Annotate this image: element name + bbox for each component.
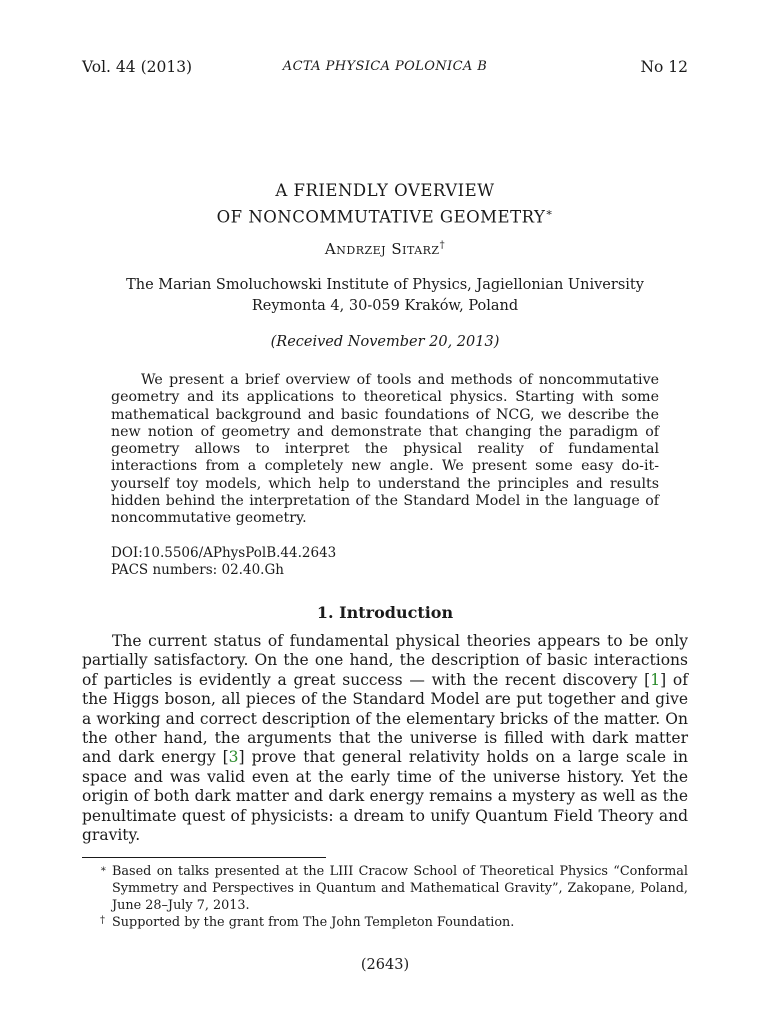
intro-text-part-1: The current status of fundamental physical theories appears to be only partially satisfactory. On the one hand, the description of basic interactions of particles is evidently a great success — with the recent discovery [ [82,632,688,689]
volume-label: Vol. 44 (2013) [82,58,193,76]
pacs-numbers: PACS numbers: 02.40.Gh [111,562,284,578]
abstract [111,372,659,528]
footnote-grant [82,914,688,931]
title-footnote-mark: ∗ [545,206,554,219]
paper-title [82,180,688,229]
footnote-text-2: Supported by the grant from The John Templeton Foundation. [112,915,515,930]
page-number: (2643) [360,957,410,973]
introduction-body [82,632,688,845]
doi: DOI:10.5506/APhysPolB.44.2643 [111,545,337,561]
footnote-text-1: Based on talks presented at the LIII Cracow School of Theoretical Physics “Conformal Symmetry and Perspectives in Quantum and Mathematical Gravity”, Zakopane, Poland, June 28–July 7, 2013. [112,864,688,913]
affiliation-line-2: Reymonta 4, 30-059 Kraków, Poland [251,298,519,314]
title-line-1: A FRIENDLY OVERVIEW [275,181,495,200]
issue-label: No 12 [640,58,688,76]
citation-link-3[interactable]: 3 [228,748,239,767]
author [82,240,688,258]
affiliation [82,275,688,317]
footnote-rule [82,857,326,858]
footnote-conference [82,863,688,914]
journal-name: ACTA PHYSICA POLONICA B [282,59,488,74]
section-heading: 1. Introduction [316,603,454,622]
title-line-2-text: OF NONCOMMUTATIVE GEOMETRY [216,207,546,227]
affiliation-line-1: The Marian Smoluchowski Institute of Physics, Jagiellonian University [126,277,644,293]
author-footnote-mark: † [439,240,446,251]
title-line-2 [82,202,688,229]
running-header [82,58,688,80]
introduction-paragraph [82,632,688,845]
author-name: Andrzej Sitarz [324,240,440,258]
received-date: (Received November 20, 2013) [270,334,500,350]
intro-text-part-3: ] prove that general relativity holds on a large scale in space and was valid even at the early time of the universe history. Yet the origin of both dark matter and dark energy remains a mystery as well as the penultimate quest of physicists: a dream to unify Quantum Field Theory and gravity. [82,748,688,845]
footnote-mark-1: ∗ [100,864,107,875]
footnotes [82,863,688,931]
abstract-text: We present a brief overview of tools and methods of noncommutative geometry and its applications to theoretical physics. Starting with some mathematical background and basic foundations of NCG, we describe the new notion of geometry and demonstrate that changing the paradigm of geometry allows to interpret the physical reality of fundamental interactions from a completely new angle. We present some easy do-it-yourself toy models, which help to understand the principles and results hidden behind the interpretation of the Standard Model in the language of noncommutative geometry. [111,372,659,527]
footnote-mark-2: † [100,915,105,926]
citation-link-1[interactable]: 1 [650,670,661,689]
intro-text-part-2: ] of the Higgs boson, all pieces of the Standard Model are put together and give a working and correct description of the elementary bricks of the matter. On the other hand, the arguments that the universe is filled with dark matter and dark energy [ [82,670,688,767]
article-meta [111,545,336,579]
